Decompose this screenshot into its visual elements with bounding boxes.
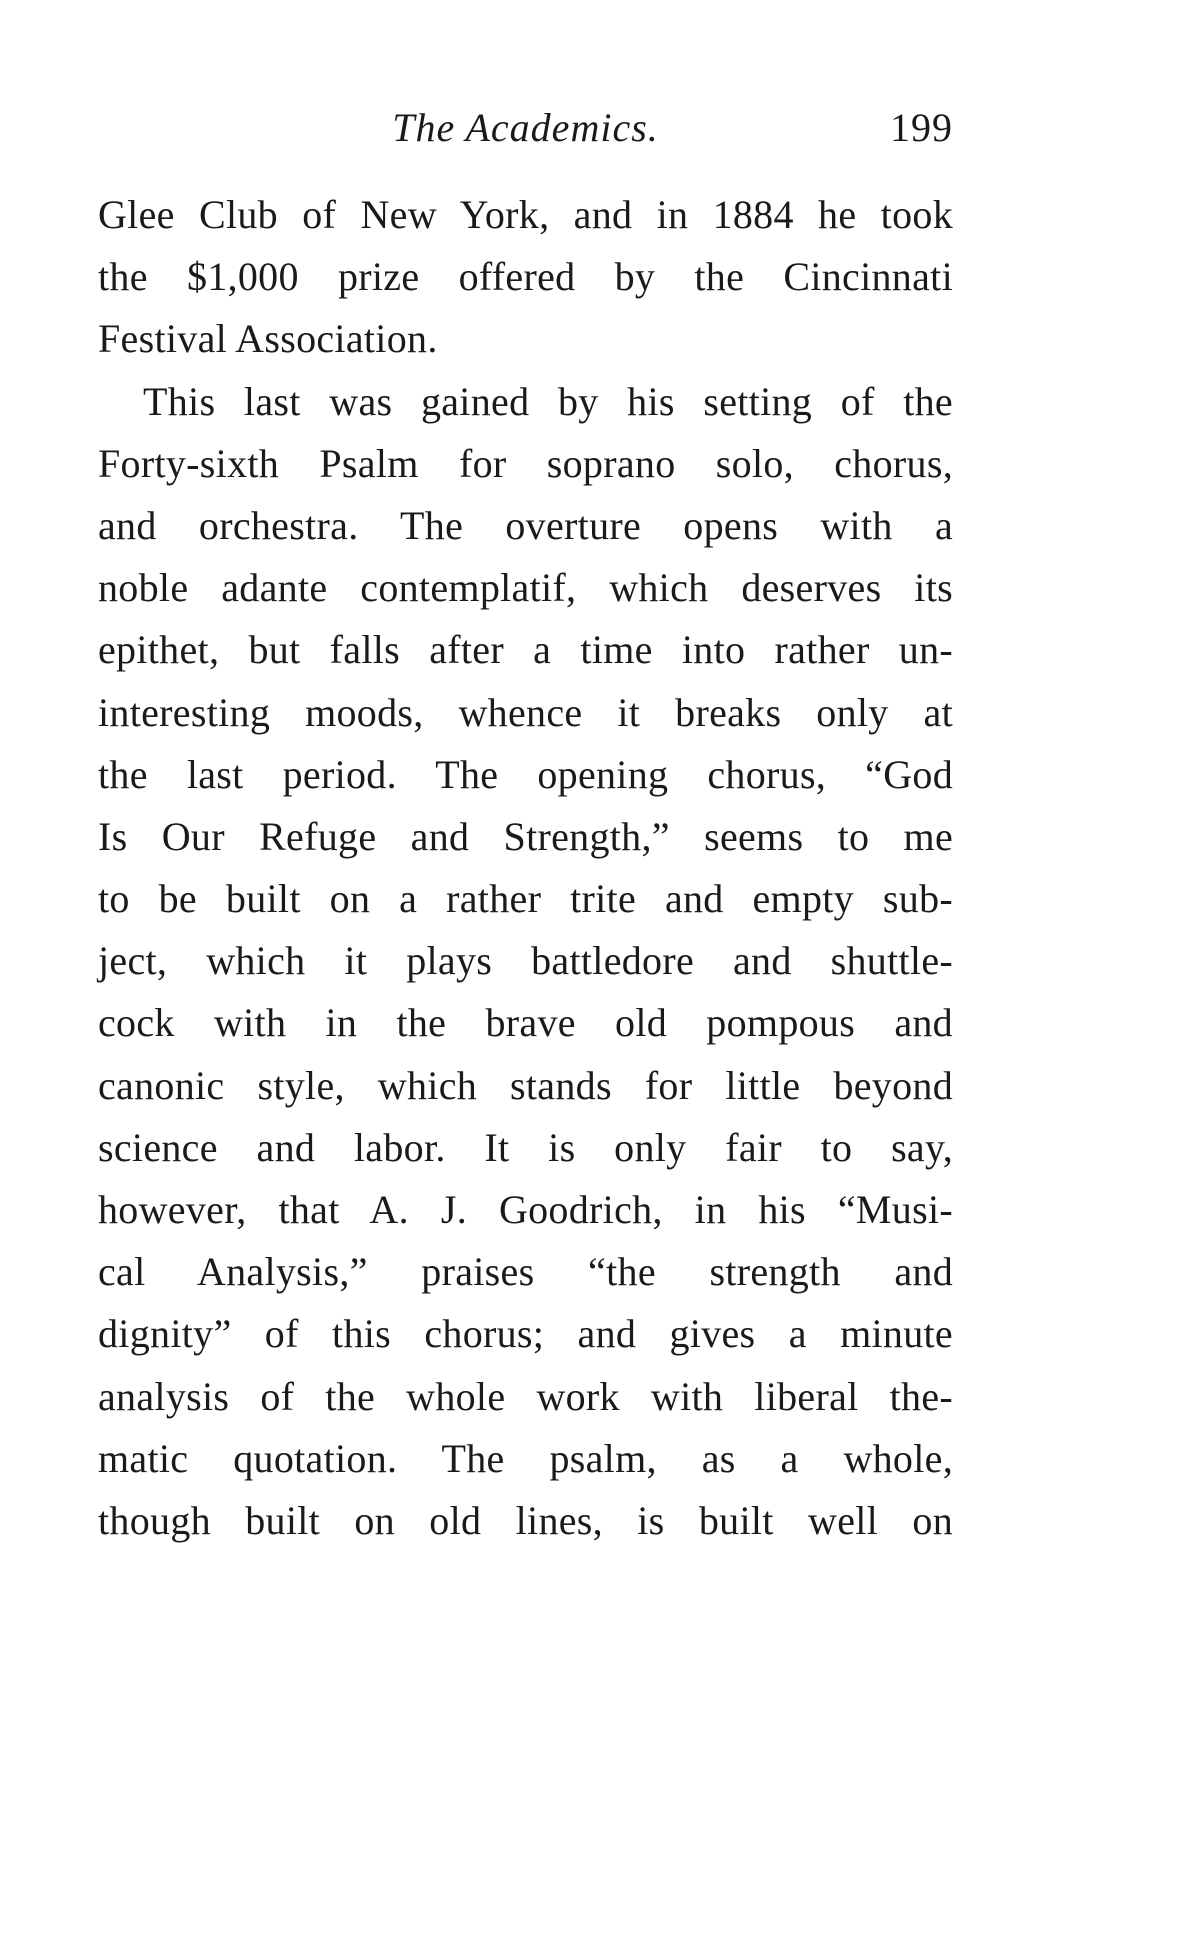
text-line: and orchestra. The overture opens with a (98, 502, 953, 548)
body-text (98, 184, 953, 1552)
text-line: science and labor. It is only fair to say, (98, 1124, 953, 1170)
text-line: to be built on a rather trite and empty sub- (98, 876, 953, 922)
text-line: cock with in the brave old pompous and (98, 1000, 953, 1046)
text-line: Glee Club of New York, and in 1884 he took (98, 192, 953, 237)
text-line: though built on old lines, is built well on (98, 1497, 953, 1543)
text-line: however, that A. J. Goodrich, in his “Musi- (98, 1187, 953, 1232)
text-line: This last was gained by his setting of the (143, 378, 953, 424)
running-head (98, 98, 953, 158)
text-line: canonic style, which stands for little beyond (98, 1062, 953, 1108)
text-line: noble adante contemplatif, which deserves its (98, 565, 953, 611)
text-line: dignity” of this chorus; and gives a minute (98, 1311, 953, 1357)
text-line: epithet, but falls after a time into rather un- (98, 627, 953, 673)
running-title: The Academics. (392, 105, 659, 150)
text-line: Forty-sixth Psalm for soprano solo, chorus, (98, 440, 953, 486)
page-number: 199 (890, 105, 953, 150)
text-line: interesting moods, whence it breaks only at (98, 689, 953, 735)
text-line: Is Our Refuge and Strength,” seems to me (98, 813, 953, 859)
text-line: Festival Association. (98, 316, 438, 362)
text-line: cal Analysis,” praises “the strength and (98, 1249, 953, 1295)
text-line: matic quotation. The psalm, as a whole, (98, 1435, 953, 1481)
text-line: analysis of the whole work with liberal the- (98, 1373, 953, 1419)
text-line: the $1,000 prize offered by the Cincinnati (98, 254, 953, 300)
text-line: the last period. The opening chorus, “God (98, 751, 953, 797)
text-line: ject, which it plays battledore and shuttle- (98, 938, 953, 984)
